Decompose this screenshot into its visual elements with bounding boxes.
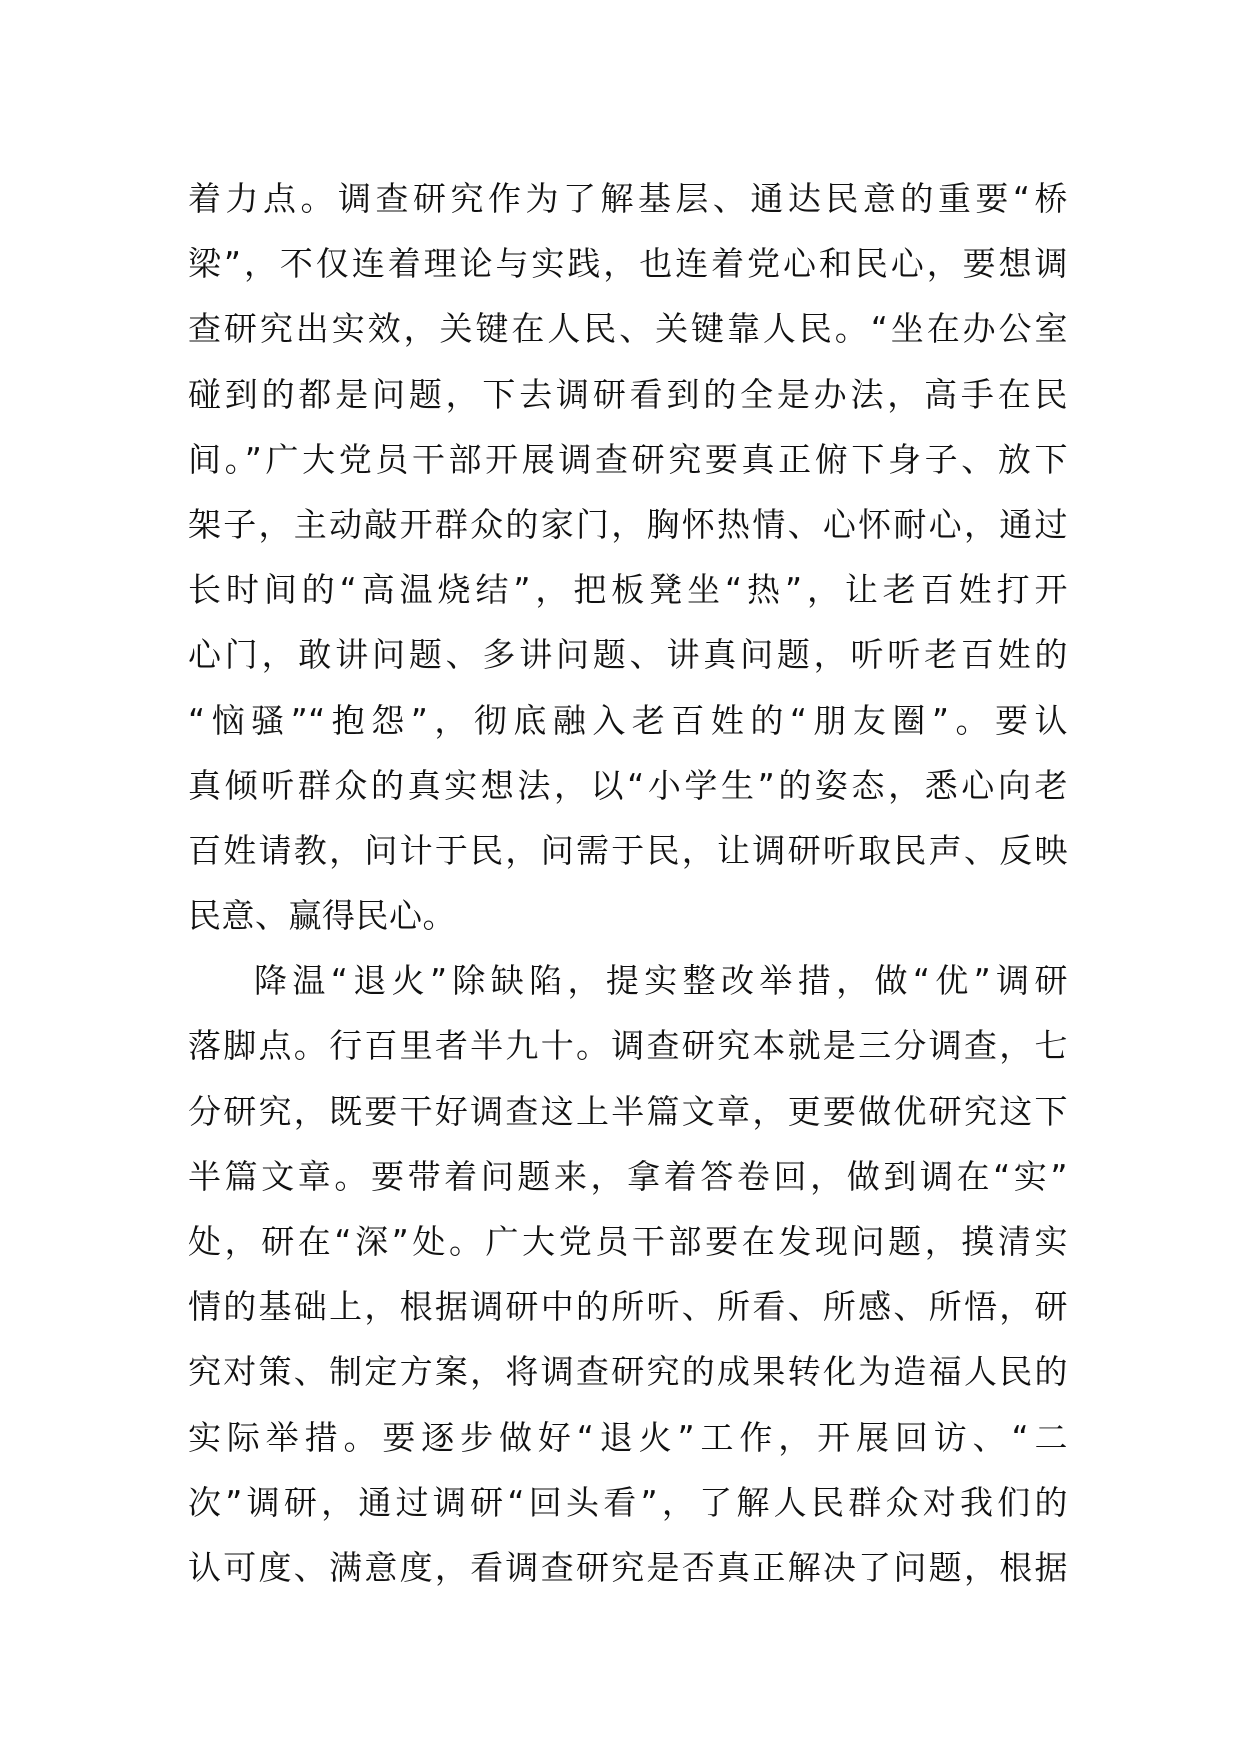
text-line: 百姓请教，问计于民，问需于民，让调研听取民声、反映 bbox=[188, 830, 1068, 870]
text-line: 半篇文章。要带着问题来，拿着答卷回，做到调在“实” bbox=[188, 1156, 1068, 1196]
text-line: 民意、赢得民心。 bbox=[188, 896, 456, 936]
text-line: 心门，敢讲问题、多讲问题、讲真问题，听听老百姓的 bbox=[188, 635, 1068, 675]
text-line: “恼骚”“抱怨”，彻底融入老百姓的“朋友圈”。要认 bbox=[188, 700, 1068, 740]
text-line: 着力点。调查研究作为了解基层、通达民意的重要“桥 bbox=[188, 179, 1068, 218]
text-line: 降温“退火”除缺陷，提实整改举措，做“优”调研 bbox=[254, 961, 1068, 1001]
text-line: 分研究，既要干好调查这上半篇文章，更要做优研究这下 bbox=[188, 1091, 1068, 1131]
text-line: 架子，主动敲开群众的家门，胸怀热情、心怀耐心，通过 bbox=[188, 504, 1068, 544]
text-line: 梁”，不仅连着理论与实践，也连着党心和民心，要想调 bbox=[188, 244, 1068, 284]
text-line: 情的基础上，根据调研中的所听、所看、所感、所悟，研 bbox=[188, 1287, 1068, 1327]
body-text bbox=[188, 166, 1068, 1600]
text-line: 究对策、制定方案，将调查研究的成果转化为造福人民的 bbox=[188, 1352, 1068, 1392]
text-line: 处，研在“深”处。广大党员干部要在发现问题，摸清实 bbox=[188, 1222, 1068, 1261]
text-line: 次”调研，通过调研“回头看”，了解人民群众对我们的 bbox=[188, 1482, 1068, 1522]
text-line: 查研究出实效，关键在人民、关键靠人民。“坐在办公室 bbox=[188, 309, 1068, 349]
text-line: 实际举措。要逐步做好“退火”工作，开展回访、“二 bbox=[188, 1417, 1068, 1457]
text-line: 认可度、满意度，看调查研究是否真正解决了问题，根据 bbox=[188, 1547, 1068, 1587]
paragraph-1 bbox=[188, 166, 1068, 948]
paragraph-2 bbox=[188, 948, 1068, 1600]
text-line: 碰到的都是问题，下去调研看到的全是办法，高手在民 bbox=[188, 374, 1068, 414]
text-line: 长时间的“高温烧结”，把板凳坐“热”，让老百姓打开 bbox=[188, 570, 1068, 610]
text-line: 间。”广大党员干部开展调查研究要真正俯下身子、放下 bbox=[188, 439, 1068, 479]
text-line: 真倾听群众的真实想法，以“小学生”的姿态，悉心向老 bbox=[188, 765, 1068, 805]
text-line: 落脚点。行百里者半九十。调查研究本就是三分调查，七 bbox=[188, 1026, 1068, 1066]
